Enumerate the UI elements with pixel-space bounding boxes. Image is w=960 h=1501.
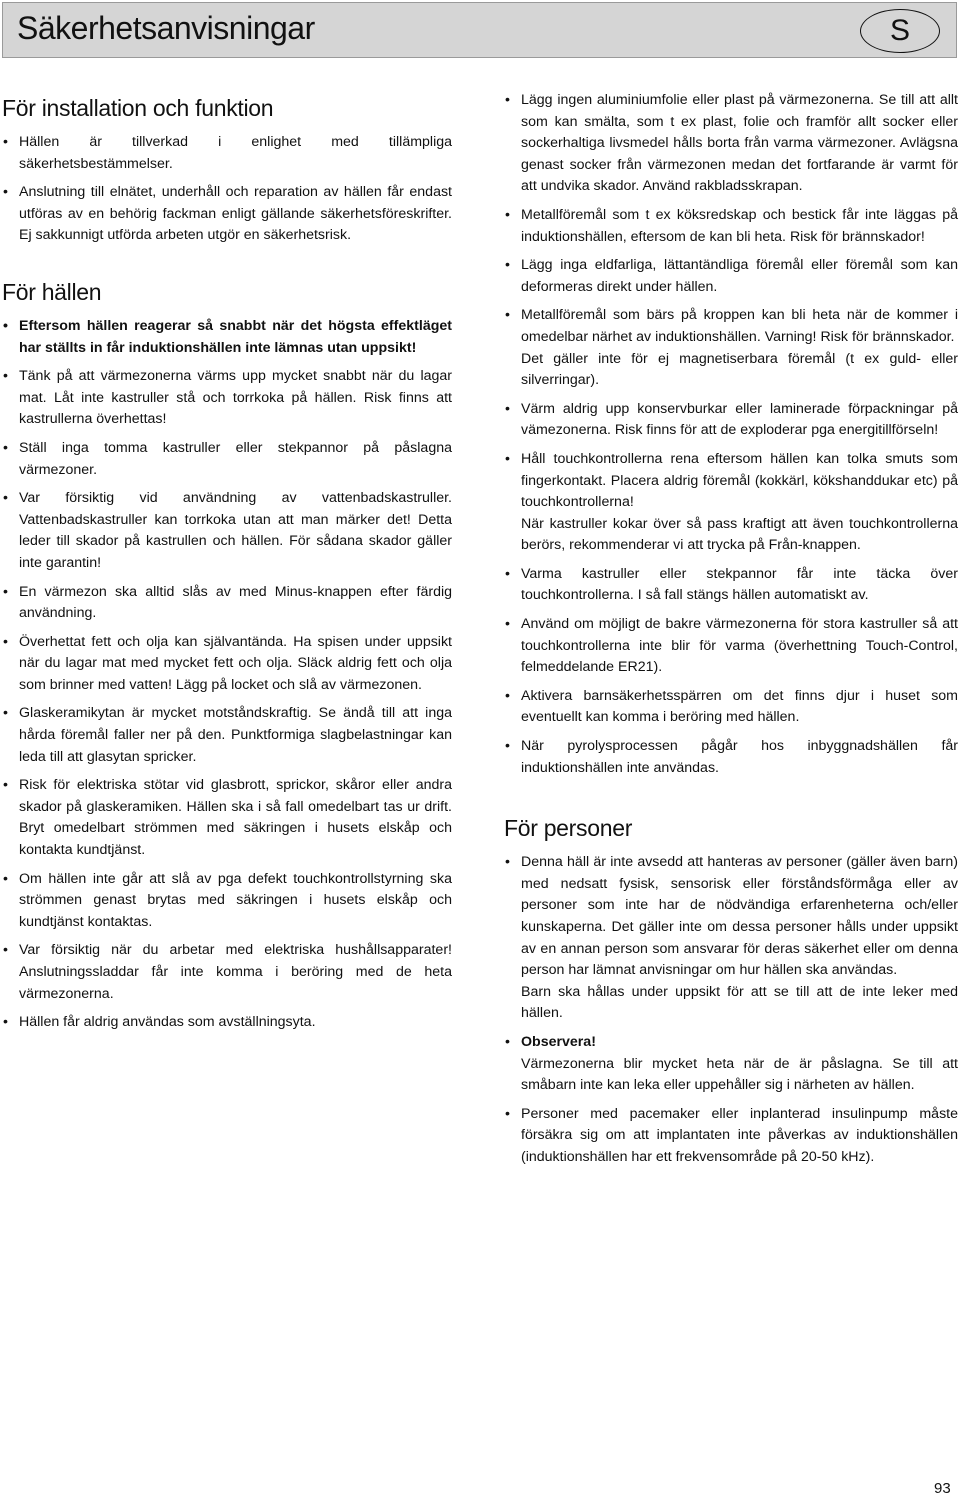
- list-item: • Lägg inga eldfarliga, lättantändliga föremål eller föremål som kan deformeras direkt under hällen.: [504, 255, 958, 298]
- list-item: • Ställ inga tomma kastruller eller stekpannor på påslagna värmezoner.: [2, 438, 452, 481]
- list-item: • Anslutning till elnätet, underhåll och reparation av hällen får endast utföras av en behörig fackman enligt gällande säkerhetsföreskrifter. Ej sakkunnigt utförda arbeten utgör en säkerhetsrisk.: [2, 182, 452, 247]
- list-item: • Aktivera barnsäkerhetsspärren om det finns djur i huset som eventuellt kan komma i beröring med hällen.: [504, 686, 958, 729]
- page-title: Säkerhetsanvisningar: [17, 10, 315, 46]
- hob-list: [2, 316, 452, 1034]
- item-text: Metallföremål som bärs på kroppen kan bli heta när de kommer i omedelbar närhet av induktionshällen. Varning! Risk för brännskador.: [521, 307, 958, 345]
- item-note: Barn ska hållas under uppsikt för att se till att de inte leker med hällen.: [521, 983, 958, 1022]
- list-item: [504, 1032, 958, 1097]
- persons-section: [504, 815, 958, 1168]
- list-item: • Om hällen inte går att slå av pga defekt touchkontrollstyrning ska strömmen genast brytas med säkringen i husets elskåp och kundtjänst kontaktas.: [2, 869, 452, 934]
- list-item: [504, 305, 958, 391]
- list-item: • Lägg ingen aluminiumfolie eller plast på värmezonerna. Se till att allt som kan smälta, som t ex plast, folie och framför allt socker eller sockerhaltiga livsmedel hålls borta från varma värmezoner. Avlägsna genast socker från värmezonen medan det fortfarande är varmt för att undvika skador. Använd rakbladsskrapan.: [504, 90, 958, 198]
- note-label: Observera!: [521, 1033, 596, 1050]
- list-item: • Eftersom hällen reagerar så snabbt när det högsta effektläget har ställts in får induktionshällen inte lämnas utan uppsikt!: [2, 316, 452, 359]
- list-item: • Varma kastruller eller stekpannor får inte täcka över touchkontrollerna. I så fall stängs hällen automatiskt av.: [504, 564, 958, 607]
- list-item: • Metallföremål som t ex köksredskap och bestick får inte läggas på induktionshällen, eftersom de kan bli heta. Risk för brännskador!: [504, 205, 958, 248]
- page-header: [2, 2, 957, 58]
- list-item: • Var försiktig vid användning av vattenbadskastruller. Vattenbadskastruller kan torrkoka utan att man märker det! Detta leder till skador på kastrullen och hällen. För sådana skador gäller inte garantin!: [2, 488, 452, 574]
- installation-heading: För installation och funktion: [2, 95, 274, 121]
- right-column: [504, 90, 958, 1176]
- installation-list: [2, 132, 452, 247]
- list-item: • Var försiktig när du arbetar med elektriska hushållsapparater! Anslutningssladdar får inte komma i beröring med de heta värmezonerna.: [2, 940, 452, 1005]
- left-column: [2, 90, 452, 1041]
- language-badge: S: [860, 9, 940, 53]
- item-note: Värmezonerna blir mycket heta när de är påslagna. Se till att småbarn inte kan leka eller uppehåller sig i närheten av hällen.: [521, 1055, 958, 1094]
- hob-heading: För hällen: [2, 278, 102, 305]
- list-item: • En värmezon ska alltid slås av med Minus-knappen efter färdig användning.: [2, 582, 452, 625]
- item-text: Håll touchkontrollerna rena eftersom hällen kan tolka smuts som fingerkontakt. Placera aldrig föremål (kokkärl, kökshanddukar etc) på touchkontrollerna!: [521, 450, 958, 511]
- installation-section: [2, 95, 452, 247]
- list-item: • Hällen får aldrig användas som avställningsyta.: [2, 1012, 452, 1034]
- persons-heading: För personer: [504, 815, 633, 842]
- list-item: • Tänk på att värmezonerna värms upp mycket snabbt när du lagar mat. Låt inte kastruller stå och torrkoka på hällen. Risk finns att kastrullerna överhettas!: [2, 366, 452, 431]
- item-note: När kastruller kokar över så pass kraftigt att även touchkontrollerna berörs, rekommenderar vi att trycka på Från-knappen.: [521, 515, 958, 554]
- hob-continued-section: [504, 90, 958, 779]
- list-item: • När pyrolysprocessen pågår hos inbyggnadshällen får induktionshällen inte användas.: [504, 736, 958, 779]
- item-text: Denna häll är inte avsedd att hanteras av personer (gäller även barn) med nedsatt fysisk, sensorisk eller förståndsförmåga eller av personer som inte har de nödvändiga erfarenheterna och/eller kunskaperna. Det gäller inte om dessa personer hålls under uppsikt av en annan person som ansvarar för deras säkerhet eller om denna person har lämnat anvisningar om hur hällen ska användas.: [521, 854, 958, 979]
- item-note: Det gäller inte för ej magnetiserbara föremål (t ex guld- eller silverringar).: [521, 350, 958, 389]
- hob-continued-list: [504, 90, 958, 779]
- list-item: • Använd om möjligt de bakre värmezonerna för stora kastruller så att touchkontrollerna inte blir för varma (överhettning Touch-Control, felmeddelande ER21).: [504, 614, 958, 679]
- list-item: • Hällen är tillverkad i enlighet med tillämpliga säkerhetsbestämmelser.: [2, 132, 452, 175]
- list-item: • Glaskeramikytan är mycket motståndskraftig. Se ändå till att inga hårda föremål faller ner på den. Punktformiga slagbelastningar kan leda till att glasytan spricker.: [2, 703, 452, 768]
- persons-list: [504, 852, 958, 1168]
- list-item: • Överhettat fett och olja kan självantända. Ha spisen under uppsikt när du lagar mat med mycket fett och olja. Släck aldrig fett och olja som brinner med vatten! Lägg på locket och slå av värmezonen.: [2, 632, 452, 697]
- list-item: [504, 449, 958, 557]
- list-item: • Värm aldrig upp konservburkar eller laminerade förpackningar på vämezonerna. Risk finns för att de exploderar pga energitillförseln!: [504, 399, 958, 442]
- hob-section: [2, 279, 452, 1034]
- list-item: • Personer med pacemaker eller inplanterad insulinpump måste försäkra sig om att implantaten inte påverkas av induktionshällen (induktionshällen har ett frekvensområde på 20-50 kHz).: [504, 1104, 958, 1169]
- page-number: 93: [934, 1480, 951, 1497]
- list-item: [504, 852, 958, 1025]
- list-item: • Risk för elektriska stötar vid glasbrott, sprickor, skåror eller andra skador på glaskeramiken. Hällen ska i så fall omedelbart tas ur drift. Bryt omedelbart strömmen med säkringen i husets elskåp och kontakta kundtjänst.: [2, 775, 452, 861]
